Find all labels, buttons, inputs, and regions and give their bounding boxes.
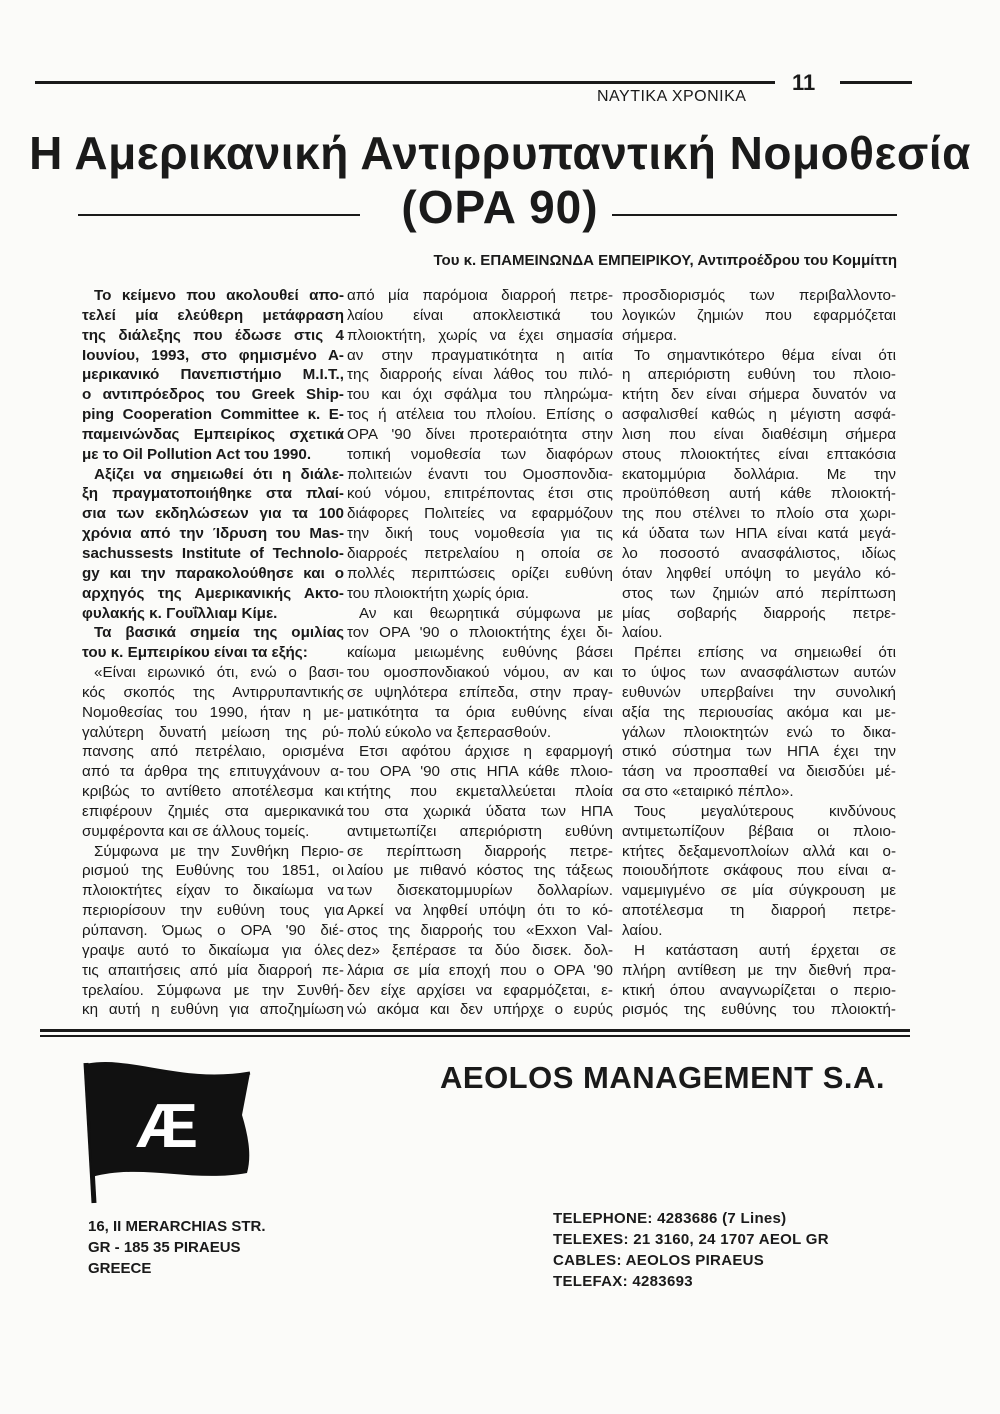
text-line: λαίου είναι αποκλειστικά του [347,306,613,324]
paragraph [622,643,896,802]
text-line: στους πλοιοκτήτες είναι επτακόσια [622,445,896,463]
text-line: ρύπανση. Όμως ο OPA '90 διέ- [82,922,344,939]
text-line: πλοιοκτήτη, χωρίς να έχει σημασία [347,326,613,344]
logo-monogram: Æ [136,1092,198,1161]
text-line: μερικανικό Πανεπιστήμιο M.I.T., [82,366,344,384]
text-line: κός σκοπός της Αντιρρυπαντικής [82,683,344,701]
header-rule-left [35,81,775,84]
text-line: Νομοθεσίας του 1990, ήταν η με- [82,703,344,721]
text-line: κτήτες δεξαμενοπλοίων αλλά και ο- [622,842,896,860]
text-line: σα στο «εταιρικό πέπλο». [622,783,794,801]
text-line: πολλές περιπτώσεις ορίζει ευθύνη [347,564,613,582]
text-line: Τα βασικά σημεία της ομιλίας [94,624,344,642]
paragraph [82,663,344,842]
text-line: ρισμού της Ευθύνης του 1851, οι [82,862,344,880]
text-line: όταν ληφθεί υπόψη το μεγάλο κό- [622,564,896,582]
footer-double-rule-bottom [40,1035,910,1037]
text-line: τις απαιτήσεις από μία διαρροή πε- [82,961,344,979]
text-line: ναμεμιγμένο σε μία σύγκρουση με [622,882,896,900]
text-line: Σύμφωνα με την Συνθήκη Περιο- [94,842,344,860]
text-line: κά ύδατα των ΗΠΑ είναι κατά μεγά- [622,525,896,543]
paragraph [347,604,613,743]
text-line: τελεί μία ελεύθερη μετάφραση [82,306,344,324]
telephone: TELEPHONE: 4283686 (7 Lines) [553,1210,787,1227]
paragraph [82,623,344,663]
text-line: κτική όπου αναγνωρίζεται ο περιο- [622,981,896,999]
article-column-1 [82,286,344,1020]
text-line: λογικών ζημιών που εφαρμόζεται [622,306,896,324]
text-line: Το σημαντικότερο θέμα είναι ότι [634,346,896,364]
text-line: στος της διαρροής του «Exxon Val- [347,922,613,939]
text-line: γαλύτερη δυνατή μείωση της ρύ- [82,723,344,741]
text-line: τάση να προσπαθεί να διεισδύει μέ- [622,763,896,781]
text-line: εκατομμύρια δολλάρια. Με την [622,465,896,483]
text-line: λο ποσοστό ανασφάλιστος, ιδίως [622,544,896,562]
text-line: της που στέλνει το πλοίο στα χωρι- [622,505,896,523]
telefax: TELEFAX: 4283693 [553,1273,693,1290]
text-line: με το Oil Pollution Act του 1990. [82,445,312,463]
telexes: TELEXES: 21 3160, 24 1707 AEOL GR [553,1231,829,1248]
text-line: του ομοσπονδιακού νόμου, αν και [347,664,613,682]
text-line: ping Cooperation Committee κ. Ε- [82,406,344,424]
text-line: γάλων πλοιοκτητών ενώ το δικα- [622,723,896,741]
text-line: Τους μεγαλύτερους κινδύνους [634,802,896,820]
text-line: της διάλεξης που έδωσε στις 4 [82,326,344,344]
paragraph [82,465,344,624]
text-line: η απεριόριστη ευθύνη του πλοιο- [622,366,896,384]
text-line: gy και την παρακολούθησε και ο [82,564,344,582]
text-line: νώ ακόμα και δεν υπήρχε ο ευρύς [347,1001,613,1019]
text-line: σε περίπτωση διαρροής πετρε- [347,842,613,860]
page-number: 11 [792,70,816,95]
text-line: από μία παρόμοια διαρροή πετρε- [347,287,613,304]
text-line: αντιμετωπίζει απεριόριστη ευθύνη [347,822,613,840]
text-line: πλήρη αντίθεση με την διεθνή πρα- [622,961,896,979]
text-line: πολύ εύκολο να ξεπερασθούν. [347,723,552,741]
footer-double-rule-top [40,1029,910,1032]
text-line: σήμερα. [622,326,677,344]
text-line: Αν και θεωρητικά σύμφωνα με [359,604,613,622]
text-line: OPA '90 δίνει προτεραιότητα στην [347,425,613,443]
address-line: GREECE [88,1260,152,1277]
article-subtitle: (OPA 90) [401,181,599,233]
text-line: ασφαλισθεί καθώς η μέγιστη ασφά- [622,406,896,424]
text-line: κτήτης που εκμεταλλεύεται πλοία [347,783,613,801]
magazine-name: ΝΑΥΤΙΚΑ ΧΡΟΝΙΚΑ [597,88,747,105]
text-line: κού νόμου, επιτρέποντας έτσι στις [347,485,613,503]
text-line: των δισεκατομμυρίων δολλαρίων. [347,882,613,900]
text-line: περιορίσουν την ευθύνη τους για [82,902,344,920]
text-line: αντιμετωπίζουν βέβαια οι πλοιο- [622,822,896,840]
text-line: του στα χωρικά ύδατα των ΗΠΑ [347,802,613,820]
text-line: ξη πραγματοποιήθηκε στα πλαί- [82,485,344,503]
text-line: σε υψηλότερα επίπεδα, στην πραγ- [347,683,613,701]
text-line: Αξίζει να σημειωθεί ότι η διάλε- [94,465,344,483]
paragraph [622,286,896,346]
text-line: sachussests Institute of Technolo- [82,544,344,562]
text-line: ευθυνών υπερβαίνει την συνολική [622,683,896,701]
address-line: 16, II MERARCHIAS STR. [88,1218,266,1235]
text-line: ο αντιπρόεδρος του Greek Ship- [82,386,344,404]
cables: CABLES: AEOLOS PIRAEUS [553,1252,765,1269]
text-line: τρελαίου. Σύμφωνα με την Συνθή- [82,981,344,999]
text-line: του πλοιοκτήτη χωρίς όρια. [347,584,530,602]
company-address [88,1216,266,1279]
text-line: ρισμός της ευθύνης του πλοιοκτή- [622,1001,896,1019]
text-line: λιση που είναι διαθέσιμη σήμερα [622,425,896,443]
text-line: ματικότητα τα όρια ευθύνης είναι [347,703,613,721]
text-line: πανσης από πετρέλαιο, ορισμένα [82,743,344,761]
text-line: φυλακής κ. Γουΐλλιαμ Κίμε. [82,604,278,622]
text-line: Το κείμενο που ακολουθεί απο- [94,287,344,304]
text-line: κτήτη δεν είναι σήμερα δυνατόν να [622,386,896,404]
text-line: πλοιοκτήτες είχαν το δικαίωμα να [82,882,344,900]
text-line: διαρροές πετρελαίου η οποία σε [347,544,613,562]
text-line: μίας σοβαρής διαρροής πετρε- [622,604,896,622]
paragraph [622,346,896,644]
text-line: λαίου με πιθανό κόστος της τάξεως [347,862,613,880]
text-line: ποιουδήποτε σκάφους που είναι α- [622,862,896,880]
text-line: του και όχι σφάλμα του πληρώμα- [347,386,613,404]
text-line: Ιουνίου, 1993, στο φημισμένο Α- [82,346,344,364]
text-line: λαίου. [622,922,663,939]
company-contacts [553,1208,829,1292]
text-line: καίωμα μειωμένης ευθύνης βάσει [347,644,613,662]
text-line: αποτέλεσμα τη διαρροή πετρε- [622,902,896,920]
text-line: του OPA '90 στις ΗΠΑ κάθε πλοιο- [347,763,613,781]
text-line: αξία της περιουσίας ακόμα και με- [622,703,896,721]
text-line: Ετσι αφότου άρχισε η εφαρμογή [359,743,613,761]
text-line: προσδιορισμός των περιβαλλοντο- [622,287,896,304]
byline: Του κ. ΕΠΑΜΕΙΝΩΝΔΑ ΕΜΠΕΙΡΙΚΟΥ, Αντιπροέδρου του Κομμίττη [433,252,897,269]
text-line: dez» ξεπέρασε τα δύο δισεκ. δολ- [347,941,613,959]
text-line: στος των ζημιών από περίπτωση [622,584,896,602]
title-rule-right [612,214,897,216]
text-line: κη αυτή η ευθύνη για αποζημίωση [82,1001,344,1019]
article-title: Η Αμερικανική Αντιρρυπαντική Νομοθεσία [29,127,971,179]
text-line: χρόνια από την Ίδρυση του Mas- [82,525,344,543]
text-line: λάρια σε μία εποχή που ο OPA '90 [347,961,613,979]
text-line: δεν είχε αρχίσει να εφαρμόζεται, ε- [347,981,613,999]
text-line: πολιτειών έναντι του Ομοσπονδια- [347,465,613,483]
paragraph [82,842,344,1021]
paragraph [622,802,896,941]
company-name: AEOLOS MANAGEMENT S.A. [440,1060,886,1095]
paragraph [347,742,613,1020]
article-column-3 [622,286,896,1020]
text-line: «Είναι ειρωνικό ότι, ενώ ο βασι- [94,664,344,682]
text-line: από τα άρθρα της επιτυγχάνουν α- [82,763,344,781]
article-column-2 [347,286,613,1020]
text-line: αν στην πραγματικότητα η αιτία [347,346,613,364]
text-line: του κ. Εμπειρίκου είναι τα εξής: [82,644,308,662]
aeolos-flag-logo [72,1055,257,1205]
text-line: της διαρροής είναι λάθος του πιλό- [347,366,613,384]
text-line: σια των εκδηλώσεων για τα 100 [82,505,344,523]
text-line: λαίου. [622,624,663,642]
address-line: GR - 185 35 PIRAEUS [88,1239,241,1256]
text-line: την δική τους νομοθεσία για τις [347,525,613,543]
paragraph [347,286,613,604]
text-line: στικό σύστημα των ΗΠΑ έχει την [622,743,896,761]
text-line: τος ή ατέλεια του πλοίου. Επίσης ο [347,406,613,424]
text-line: προϋπόθεση αυτή κάθε πλοιοκτή- [622,485,896,503]
text-line: κριβώς το αντίθετο αποτέλεσμα και [82,783,344,801]
text-line: παμεινώνδας Εμπειρίκος σχετικά [82,425,344,443]
text-line: συμφέροντα και σε άλλους τομείς. [82,822,310,840]
text-line: γραψε αυτό το δικαίωμα για όλες [82,941,344,959]
paragraph [622,941,896,1020]
paragraph [82,286,344,465]
text-line: Πρέπει επίσης να σημειωθεί ότι [634,644,896,662]
text-line: τοπική νομοθεσία των διαφόρων [347,445,613,463]
text-line: Η κατάσταση αυτή έρχεται σε [634,941,896,959]
header-rule-right [840,81,912,84]
text-line: Αρκεί να ληφθεί υπόψη ότι το κό- [347,902,613,920]
text-line: τον OPA '90 ο πλοιοκτήτης έχει δι- [347,624,613,642]
text-line: το ύψος των ανασφάλιστων αυτών [622,664,896,682]
text-line: αρχηγός της Αμερικανικής Ακτο- [82,584,344,602]
text-line: επιφέρουν ζημιές στα αμερικανικά [82,802,344,820]
text-line: διάφορες Πολιτείες να εφαρμόζουν [347,505,613,523]
